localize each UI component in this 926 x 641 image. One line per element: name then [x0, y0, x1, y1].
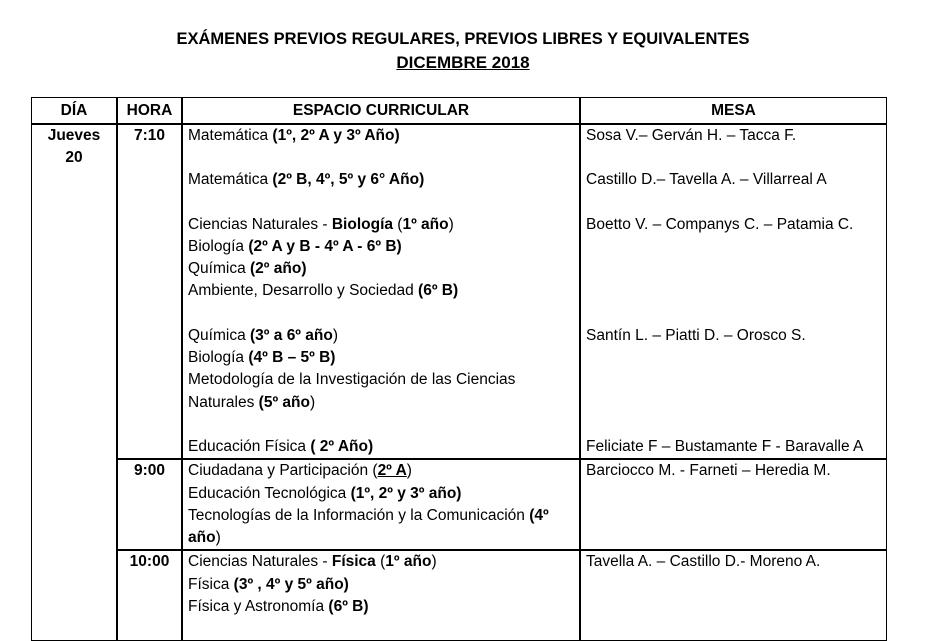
mesa-cell	[580, 459, 887, 550]
document-subtitle: DICEMBRE 2018	[396, 53, 530, 72]
subject-group	[188, 169, 574, 191]
table-row	[31, 550, 887, 641]
espacio-curricular-cell	[182, 124, 580, 459]
header-hora: HORA	[117, 97, 182, 124]
subject-text: Ciudadana y Participación (	[188, 462, 378, 480]
table-row	[31, 124, 887, 459]
subject-text: Ciencias Naturales -	[188, 215, 332, 233]
day-cell	[31, 124, 117, 641]
subject-text: Metodología de la Investigación de las Ciencias	[188, 371, 516, 389]
subject-text: (2º año)	[250, 260, 307, 278]
subject-text: (1º, 2º y 3º año)	[350, 484, 462, 502]
subject-text: (	[375, 553, 386, 571]
subject-text: )	[448, 215, 454, 233]
subject-text: Matemática	[188, 171, 273, 189]
subject-line	[188, 169, 574, 191]
subject-text: (	[393, 215, 403, 233]
mesa-names: Tavella A. – Castillo D.- Moreno A.	[586, 553, 821, 571]
mesa-group	[586, 436, 881, 458]
subject-text: 1º año	[385, 553, 432, 571]
espacio-curricular-cell	[182, 550, 580, 641]
subject-line	[188, 392, 574, 414]
subject-line	[188, 483, 574, 505]
mesa-group	[586, 551, 881, 618]
subject-line	[188, 505, 574, 527]
mesa-group	[586, 214, 881, 303]
subject-text: (6º B)	[418, 282, 459, 300]
subject-text: (6º B)	[328, 598, 369, 616]
subject-line	[188, 325, 574, 347]
subject-text: (2º B, 4º, 5º y 6° Año)	[272, 171, 425, 189]
subject-text: Matemática	[188, 127, 273, 144]
mesa-names: Sosa V.– Gerván H. – Tacca F.	[586, 127, 797, 144]
subject-text: )	[406, 462, 412, 480]
subject-text: Química	[188, 326, 251, 344]
mesa-names: Barciocco M. - Farneti – Heredia M.	[586, 462, 831, 480]
table-header-row	[31, 97, 887, 124]
subject-text: )	[309, 393, 316, 411]
subject-text: (1º, 2º A y 3º Año)	[272, 127, 400, 144]
exam-schedule-table	[31, 97, 887, 641]
header-espacio-curricular: ESPACIO CURRICULAR	[182, 97, 580, 124]
subject-text: Naturales	[188, 393, 259, 411]
subject-line	[188, 258, 574, 280]
subject-text: )	[332, 326, 339, 344]
mesa-cell	[580, 124, 887, 459]
espacio-curricular-cell	[182, 459, 580, 550]
subject-text: Ambiente, Desarrollo y Sociedad	[188, 282, 419, 300]
header-dia: DÍA	[31, 97, 117, 124]
subject-text: Educación Física	[188, 437, 311, 455]
header-mesa: MESA	[580, 97, 887, 124]
subject-text: (4º B – 5º B)	[248, 349, 336, 367]
mesa-group	[586, 169, 881, 191]
subject-line	[188, 460, 574, 482]
mesa-group	[586, 325, 881, 414]
subject-group	[188, 436, 574, 458]
subject-text: Educación Tecnológica	[188, 484, 351, 502]
subject-text: Química	[188, 260, 251, 278]
table-body	[31, 124, 887, 641]
hora-cell: 10:00	[117, 550, 182, 641]
subject-text: (4º	[529, 506, 549, 524]
hora-cell: 7:10	[117, 124, 182, 459]
subject-line	[188, 436, 574, 458]
subject-group	[188, 325, 574, 414]
subject-group	[188, 551, 574, 618]
mesa-group	[586, 125, 881, 147]
table-row	[31, 459, 887, 550]
subject-line	[188, 125, 574, 147]
subject-line	[188, 551, 574, 573]
subject-line	[188, 236, 574, 258]
subject-text: 1º año	[402, 215, 449, 233]
subject-text: 2º A	[377, 462, 407, 480]
subject-text: Física	[331, 553, 376, 571]
subject-line	[188, 214, 574, 236]
subject-line	[188, 347, 574, 369]
subject-line	[188, 369, 574, 391]
subject-text: Biología	[188, 349, 249, 367]
subject-text: ( 2º Año)	[310, 437, 374, 455]
day-name: Jueves	[47, 127, 101, 144]
mesa-names: Boetto V. – Companys C. – Patamia C.	[586, 215, 854, 233]
subject-line	[188, 527, 574, 549]
subject-text: año	[188, 529, 216, 547]
subject-text: )	[431, 553, 437, 571]
subject-text: )	[215, 529, 221, 547]
subject-line	[188, 574, 574, 596]
subject-text: (3º , 4º y 5º año)	[233, 575, 349, 593]
mesa-names: Feliciate F – Bustamante F - Baravalle A	[586, 437, 864, 455]
mesa-group	[586, 460, 881, 549]
subject-text: (3º a 6º año	[250, 326, 333, 344]
subject-text: Tecnologías de la Información y la Comunicación	[188, 506, 530, 524]
subject-text: Ciencias Naturales -	[188, 553, 332, 571]
subject-text: (2º A y B - 4º A - 6º B)	[248, 237, 402, 255]
subject-group	[188, 214, 574, 303]
hora-cell: 9:00	[117, 459, 182, 550]
mesa-names: Santín L. – Piatti D. – Orosco S.	[586, 326, 806, 344]
subject-line	[188, 596, 574, 618]
subject-text: Física y Astronomía	[188, 598, 329, 616]
document-title: EXÁMENES PREVIOS REGULARES, PREVIOS LIBRES Y EQUIVALENTES	[176, 30, 750, 48]
day-number: 20	[65, 149, 83, 167]
subject-group	[188, 460, 574, 549]
mesa-names: Castillo D.– Tavella A. – Villarreal A	[586, 171, 827, 189]
subject-line	[188, 280, 574, 302]
subject-text: Biología	[188, 237, 249, 255]
subject-text: (5º año	[258, 393, 310, 411]
mesa-cell	[580, 550, 887, 641]
subject-group	[188, 125, 574, 147]
subject-text: Física	[188, 575, 234, 593]
subject-text: Biología	[331, 215, 393, 233]
